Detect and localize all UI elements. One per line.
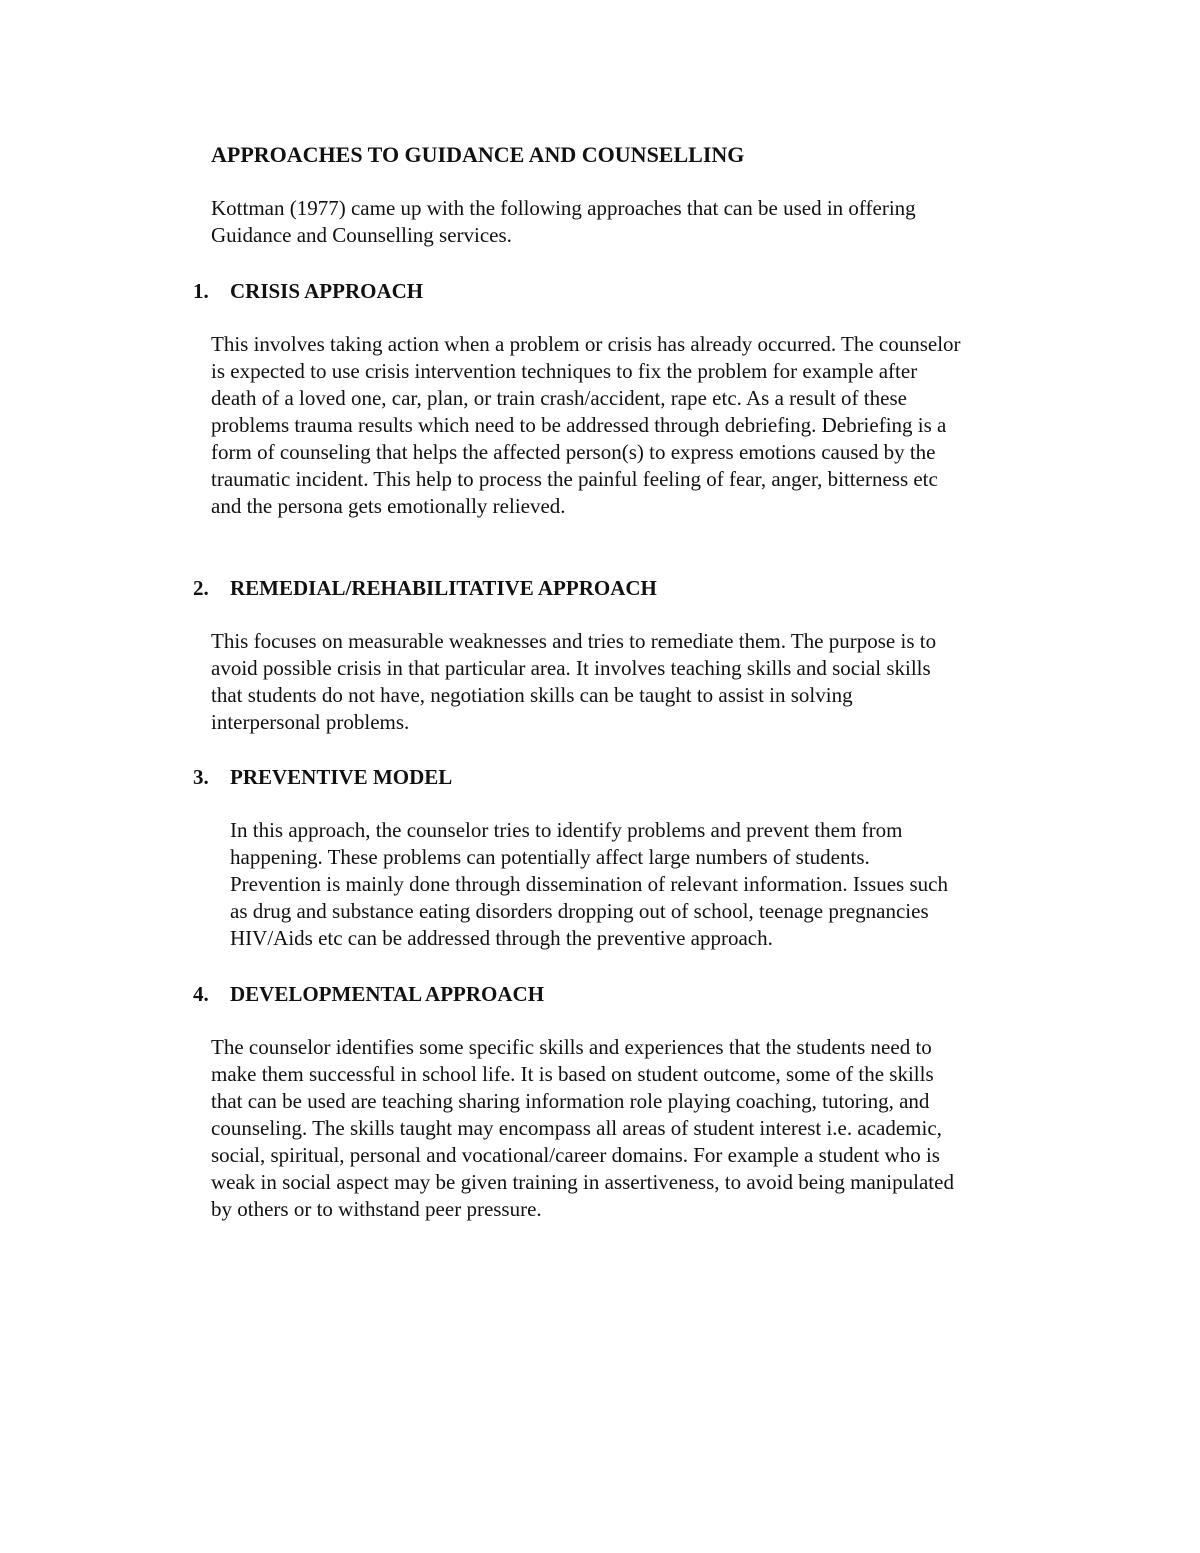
intro-line: Kottman (1977) came up with the following approaches that can be used in offering (211, 196, 916, 220)
paragraph-line: that students do not have, negotiation skills can be taught to assist in solving (211, 683, 853, 707)
paragraph-line: interpersonal problems. (211, 710, 410, 734)
paragraph-line: is expected to use crisis intervention techniques to fix the problem for example after (211, 359, 918, 383)
paragraph-line: counseling. The skills taught may encompass all areas of student interest i.e. academic, (211, 1116, 942, 1140)
section-heading-crisis (193, 277, 423, 305)
paragraph-line: form of counseling that helps the affected person(s) to express emotions caused by the (211, 440, 936, 464)
section-number: 2. (193, 576, 209, 600)
intro-line: Guidance and Counselling services. (211, 223, 512, 247)
document-title: APPROACHES TO GUIDANCE AND COUNSELLING (211, 142, 745, 167)
paragraph-line: The counselor identifies some specific skills and experiences that the students need to (211, 1035, 932, 1059)
paragraph-line: problems trauma results which need to be addressed through debriefing. Debriefing is a (211, 413, 947, 437)
section-paragraph-crisis (211, 331, 1071, 520)
paragraph-line: happening. These problems can potentially affect large numbers of students. (230, 845, 870, 869)
section-number: 4. (193, 982, 209, 1006)
section-title: PREVENTIVE MODEL (230, 765, 453, 789)
paragraph-line: traumatic incident. This help to process the painful feeling of fear, anger, bitterness etc (211, 467, 938, 491)
paragraph-line: social, spiritual, personal and vocational/career domains. For example a student who is (211, 1143, 940, 1167)
section-heading-developmental (193, 980, 544, 1008)
paragraph-line: and the persona gets emotionally relieved. (211, 494, 566, 518)
section-number: 1. (193, 279, 209, 303)
paragraph-line: Prevention is mainly done through dissemination of relevant information. Issues such (230, 872, 948, 896)
section-paragraph-preventive (230, 817, 1090, 952)
section-title: CRISIS APPROACH (230, 279, 424, 303)
paragraph-line: that can be used are teaching sharing information role playing coaching, tutoring, and (211, 1089, 930, 1113)
intro-paragraph (211, 195, 1031, 249)
paragraph-line: avoid possible crisis in that particular area. It involves teaching skills and social skills (211, 656, 931, 680)
section-heading-remedial (193, 574, 657, 602)
paragraph-line: as drug and substance eating disorders dropping out of school, teenage pregnancies (230, 899, 929, 923)
section-paragraph-developmental (211, 1034, 1071, 1223)
section-title: DEVELOPMENTAL APPROACH (230, 982, 545, 1006)
paragraph-line: In this approach, the counselor tries to identify problems and prevent them from (230, 818, 903, 842)
section-paragraph-remedial (211, 628, 1071, 736)
paragraph-line: weak in social aspect may be given training in assertiveness, to avoid being manipulated (211, 1170, 954, 1194)
paragraph-line: This involves taking action when a problem or crisis has already occurred. The counselor (211, 332, 961, 356)
section-heading-preventive (193, 763, 452, 791)
paragraph-line: make them successful in school life. It is based on student outcome, some of the skills (211, 1062, 934, 1086)
section-number: 3. (193, 765, 209, 789)
paragraph-line: death of a loved one, car, plan, or train crash/accident, rape etc. As a result of these (211, 386, 907, 410)
section-title: REMEDIAL/REHABILITATIVE APPROACH (230, 576, 657, 600)
paragraph-line: This focuses on measurable weaknesses and tries to remediate them. The purpose is to (211, 629, 937, 653)
paragraph-line: by others or to withstand peer pressure. (211, 1197, 542, 1221)
paragraph-line: HIV/Aids etc can be addressed through the preventive approach. (230, 926, 773, 950)
